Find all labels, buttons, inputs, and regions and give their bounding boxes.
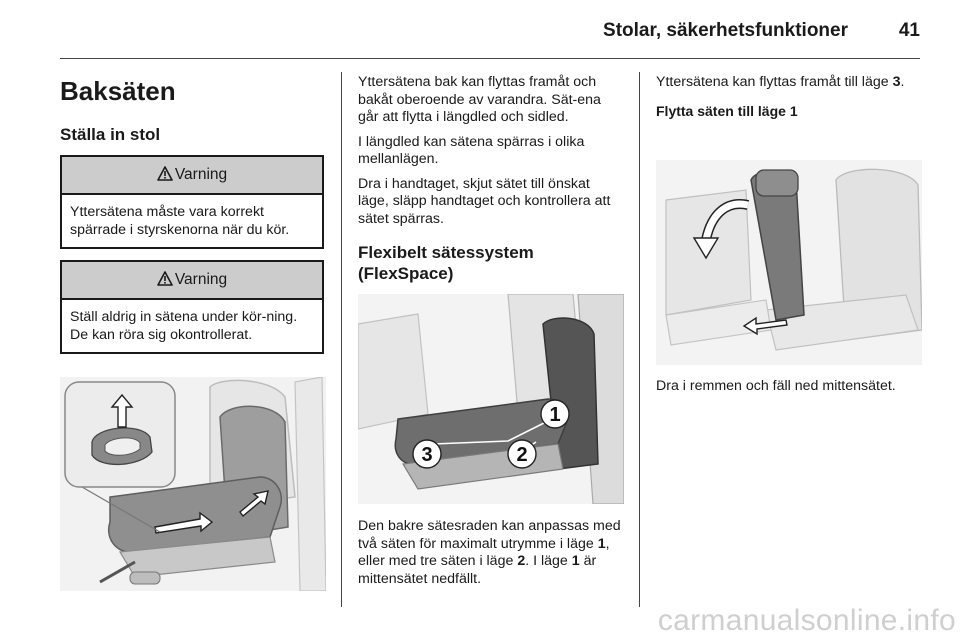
fold-seat-illustration — [656, 160, 922, 365]
column-2 — [358, 74, 624, 284]
warning-title: Varning — [174, 166, 228, 183]
paragraph: Yttersätena kan flyttas framåt till läge 3. — [656, 74, 905, 90]
section-heading: Flexibelt sätessystem (FlexSpace) — [358, 243, 534, 283]
callout-2: 2 — [516, 444, 528, 466]
warning-triangle-icon — [157, 264, 173, 300]
figure-caption: Dra i remmen och fäll ned mittensätet. — [656, 378, 896, 394]
callout-3: 3 — [421, 444, 433, 466]
header-rule — [60, 58, 920, 59]
column-3-lower — [656, 378, 922, 396]
page-number: 41 — [898, 20, 920, 41]
section-title: Stolar, säkerhetsfunktioner — [603, 20, 848, 41]
page-title: Baksäten — [60, 76, 176, 106]
subheading: Flytta säten till läge 1 — [656, 102, 798, 119]
seat-adjust-illustration — [60, 377, 326, 591]
running-header — [60, 20, 920, 50]
warning-header — [62, 262, 322, 300]
warning-triangle-icon — [157, 159, 173, 195]
subsection-title: Ställa in stol — [60, 125, 161, 144]
warning-header — [62, 157, 322, 195]
flexspace-description: Den bakre sätesraden kan anpassas med två säten för maximalt utrymme i läge 1, eller med tre säten i läge 2. I läge 1 är mittensätet nedfällt. — [358, 518, 621, 587]
warning-text: Ställ aldrig in sätena under kör-ning. De kan röra sig okontrollerat. — [70, 309, 298, 343]
flexspace-illustration — [358, 294, 624, 504]
warning-text: Yttersätena måste vara korrekt spärrade i styrskenorna när du kör. — [70, 204, 290, 238]
callout-1: 1 — [549, 404, 561, 426]
column-1 — [60, 74, 325, 354]
column-2-lower — [358, 518, 624, 588]
paragraph: Yttersätena bak kan flyttas framåt och bakåt oberoende av varandra. Sät-ena går att flytta i längdled och sidled. — [358, 74, 601, 125]
warning-box-1 — [60, 155, 324, 249]
column-divider-1 — [341, 72, 342, 607]
warning-box-2 — [60, 260, 324, 354]
warning-title: Varning — [174, 271, 228, 288]
watermark: carmanualsonline.info — [657, 604, 956, 637]
column-3 — [656, 74, 922, 119]
paragraph: Dra i handtaget, skjut sätet till önskat läge, släpp handtaget och kontrollera att sätet spärras. — [358, 175, 611, 227]
column-divider-2 — [639, 72, 640, 607]
paragraph: I längdled kan sätena spärras i olika mellanlägen. — [358, 133, 585, 167]
